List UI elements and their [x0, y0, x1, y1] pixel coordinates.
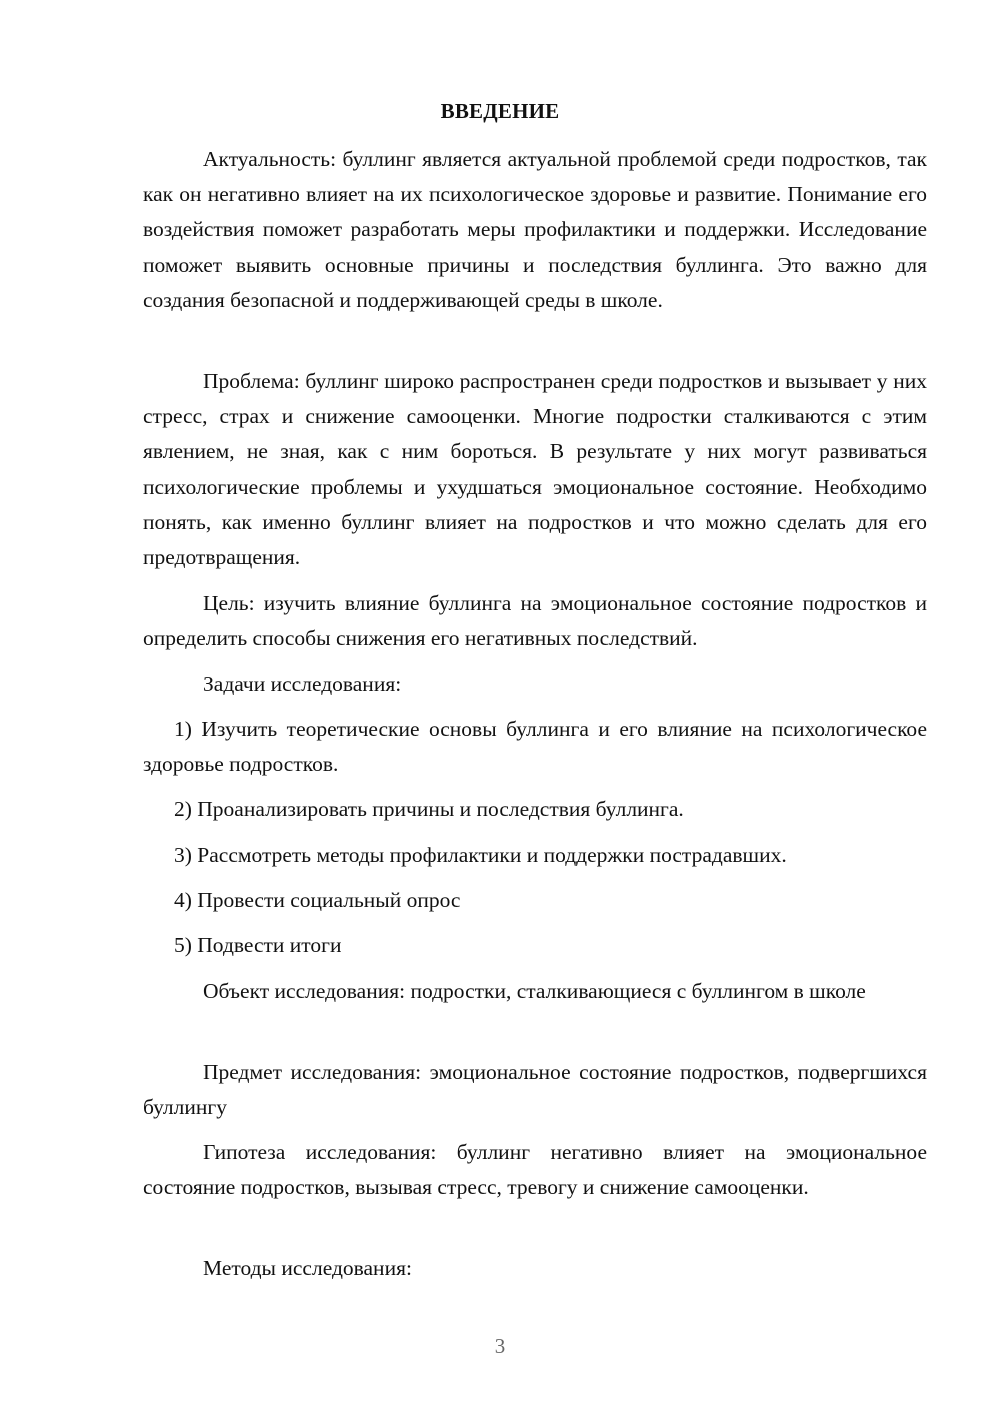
section-heading: ВВЕДЕНИЕ [440, 99, 560, 123]
object-paragraph: Объект исследования: подростки, сталкивающиеся с буллингом в школе [203, 979, 866, 1003]
page-number: 3 [494, 1334, 506, 1358]
task-item-3: 3) Рассмотреть методы профилактики и поддержки пострадавших. [174, 843, 787, 867]
task-item-1: 1) Изучить теоретические основы буллинга и его влияние на психологическое здоровье подростков. [143, 717, 927, 777]
task-item-4: 4) Провести социальный опрос [174, 888, 461, 912]
task-item-2: 2) Проанализировать причины и последствия буллинга. [174, 797, 684, 821]
relevance-paragraph: Актуальность: буллинг является актуальной проблемой среди подростков, так как он негативно влияет на их психологическое здоровье и развитие. Понимание его воздействия поможет разработать меры профилактики и поддержки. Исследование поможет выявить основные причины и последствия буллинга. Это важно для создания безопасной и поддерживающей среды в школе. [143, 147, 927, 312]
hypothesis-paragraph: Гипотеза исследования: буллинг негативно влияет на эмоциональное состояние подростков, вызывая стресс, тревогу и снижение самооценки. [143, 1140, 927, 1200]
problem-paragraph: Проблема: буллинг широко распространен среди подростков и вызывает у них стресс, страх и снижение самооценки. Многие подростки сталкиваются с этим явлением, не зная, как с ним бороться. В результате у них могут развиваться психологические проблемы и ухудшаться эмоциональное состояние. Необходимо понять, как именно буллинг влияет на подростков и что можно сделать для его предотвращения. [143, 369, 927, 570]
task-item-5: 5) Подвести итоги [174, 933, 342, 957]
tasks-heading: Задачи исследования: [203, 672, 402, 696]
subject-paragraph: Предмет исследования: эмоциональное состояние подростков, подвергшихся буллингу [143, 1060, 927, 1120]
methods-heading: Методы исследования: [203, 1256, 412, 1280]
goal-paragraph: Цель: изучить влияние буллинга на эмоциональное состояние подростков и определить способы снижения его негативных последствий. [143, 591, 927, 651]
